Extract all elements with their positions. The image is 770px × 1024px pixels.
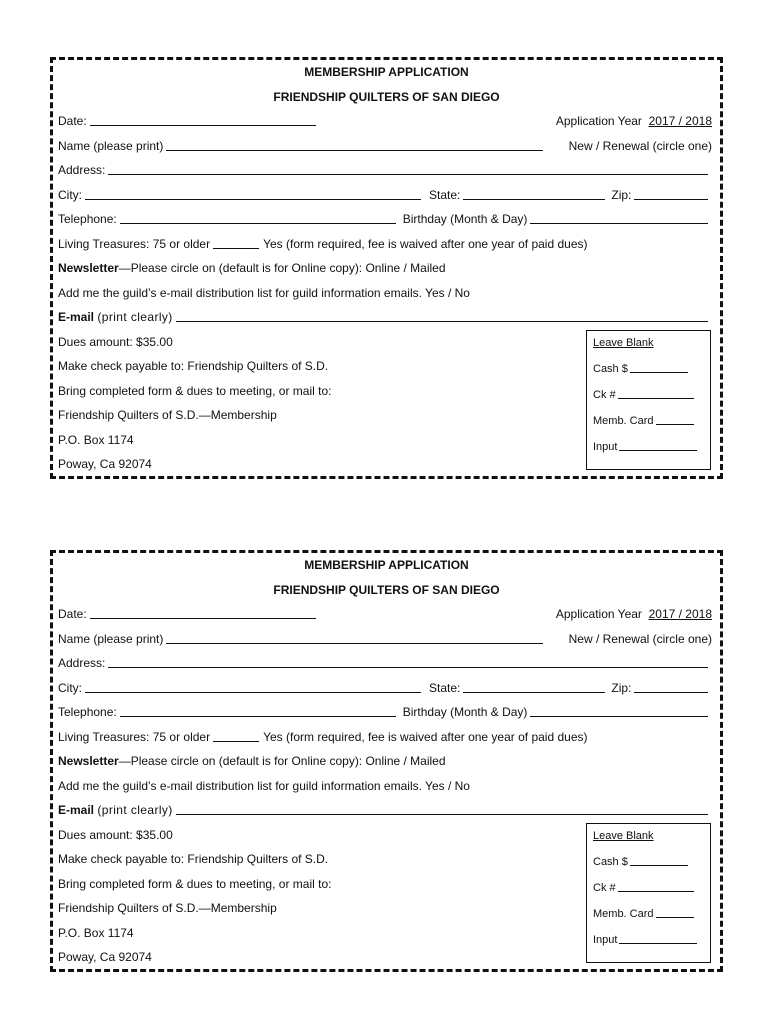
membership-card-field[interactable] (656, 413, 694, 425)
input-label: Input (593, 934, 618, 946)
state-label: State: (429, 188, 461, 202)
telephone-label: Telephone: (58, 705, 117, 719)
application-year-label: Application Year (555, 114, 642, 128)
date-row (58, 603, 712, 621)
membership-card-label: Memb. Card (593, 415, 654, 427)
date-field[interactable] (90, 605, 316, 619)
state-field[interactable] (463, 186, 605, 200)
address-label: Address: (58, 656, 106, 670)
email-list-row (58, 282, 712, 300)
email-list-text[interactable]: Add me the guild’s e-mail distribution list for guild information emails. Yes / No (58, 779, 470, 793)
cash-field[interactable] (630, 854, 688, 866)
membership-card-field[interactable] (656, 906, 694, 918)
city-label: City: (58, 188, 82, 202)
living-treasures-row (58, 233, 712, 251)
membership-form-bottom (50, 550, 723, 972)
check-payable-text: Make check payable to: Friendship Quilters of S.D. (58, 852, 329, 866)
name-field[interactable] (166, 630, 542, 644)
cash-field[interactable] (630, 361, 688, 373)
dues-text: Dues amount: $35.00 (58, 335, 173, 349)
email-label: E-mail (58, 803, 95, 817)
city-row (58, 184, 712, 202)
name-row (58, 628, 712, 646)
name-label: Name (please print) (58, 139, 164, 153)
input-label: Input (593, 441, 618, 453)
check-number-label: Ck # (593, 389, 616, 401)
city-row (58, 677, 712, 695)
cash-label: Cash $ (593, 363, 628, 375)
check-number-field[interactable] (618, 880, 694, 892)
date-label: Date: (58, 114, 87, 128)
date-row (58, 110, 712, 128)
living-treasures-label: Living Treasures: 75 or older (58, 237, 211, 251)
telephone-row (58, 208, 712, 226)
mail-line3-text: Poway, Ca 92074 (58, 457, 152, 471)
email-list-row (58, 775, 712, 793)
cash-label: Cash $ (593, 856, 628, 868)
telephone-field[interactable] (120, 210, 396, 224)
office-use-box (586, 823, 711, 963)
application-year-value: 2017 / 2018 (648, 607, 712, 621)
newsletter-label: Newsletter (58, 754, 119, 768)
application-year-value: 2017 / 2018 (648, 114, 712, 128)
newsletter-row (58, 750, 712, 768)
membership-card-label: Memb. Card (593, 908, 654, 920)
telephone-field[interactable] (120, 703, 396, 717)
input-field[interactable] (619, 932, 697, 944)
check-payable-text: Make check payable to: Friendship Quilters of S.D. (58, 359, 329, 373)
newsletter-text[interactable]: —Please circle on (default is for Online copy): Online / Mailed (118, 261, 446, 275)
living-treasures-note: Yes (form required, fee is waived after one year of paid dues) (263, 237, 588, 251)
mail-line1-text: Friendship Quilters of S.D.—Membership (58, 901, 277, 915)
renewal-circle-text[interactable]: New / Renewal (circle one) (568, 139, 712, 153)
dues-text: Dues amount: $35.00 (58, 828, 173, 842)
input-field[interactable] (619, 439, 697, 451)
newsletter-row (58, 257, 712, 275)
birthday-label: Birthday (Month & Day) (402, 705, 528, 719)
address-label: Address: (58, 163, 106, 177)
address-row (58, 159, 712, 177)
address-field[interactable] (108, 654, 708, 668)
state-field[interactable] (463, 679, 605, 693)
newsletter-label: Newsletter (58, 261, 119, 275)
telephone-row (58, 701, 712, 719)
organization-name: FRIENDSHIP QUILTERS OF SAN DIEGO (273, 90, 500, 104)
email-label: E-mail (58, 310, 95, 324)
birthday-field[interactable] (530, 210, 708, 224)
renewal-circle-text[interactable]: New / Renewal (circle one) (568, 632, 712, 646)
address-row (58, 652, 712, 670)
living-treasures-note: Yes (form required, fee is waived after one year of paid dues) (263, 730, 588, 744)
membership-form-top (50, 57, 723, 479)
city-field[interactable] (85, 186, 421, 200)
living-treasures-field[interactable] (213, 235, 259, 249)
mail-line1-text: Friendship Quilters of S.D.—Membership (58, 408, 277, 422)
zip-label: Zip: (611, 188, 632, 202)
form-title: MEMBERSHIP APPLICATION (304, 65, 469, 79)
date-label: Date: (58, 607, 87, 621)
name-row (58, 135, 712, 153)
name-label: Name (please print) (58, 632, 164, 646)
leave-blank-title: Leave Blank (593, 337, 654, 349)
birthday-field[interactable] (530, 703, 708, 717)
check-number-label: Ck # (593, 882, 616, 894)
date-field[interactable] (90, 112, 316, 126)
email-field[interactable] (176, 801, 708, 815)
city-field[interactable] (85, 679, 421, 693)
zip-field[interactable] (634, 186, 708, 200)
office-use-box (586, 330, 711, 470)
newsletter-text[interactable]: —Please circle on (default is for Online copy): Online / Mailed (118, 754, 446, 768)
telephone-label: Telephone: (58, 212, 117, 226)
email-row (58, 799, 712, 817)
mail-line2-text: P.O. Box 1174 (58, 926, 134, 940)
form-title: MEMBERSHIP APPLICATION (304, 558, 469, 572)
mail-line2-text: P.O. Box 1174 (58, 433, 134, 447)
zip-label: Zip: (611, 681, 632, 695)
bring-text: Bring completed form & dues to meeting, or mail to: (58, 384, 332, 398)
zip-field[interactable] (634, 679, 708, 693)
email-row (58, 306, 712, 324)
living-treasures-label: Living Treasures: 75 or older (58, 730, 211, 744)
email-list-text[interactable]: Add me the guild’s e-mail distribution list for guild information emails. Yes / No (58, 286, 470, 300)
leave-blank-title: Leave Blank (593, 830, 654, 842)
check-number-field[interactable] (618, 387, 694, 399)
organization-name: FRIENDSHIP QUILTERS OF SAN DIEGO (273, 583, 500, 597)
living-treasures-field[interactable] (213, 728, 259, 742)
city-label: City: (58, 681, 82, 695)
address-field[interactable] (108, 161, 708, 175)
bring-text: Bring completed form & dues to meeting, or mail to: (58, 877, 332, 891)
living-treasures-row (58, 726, 712, 744)
application-year-label: Application Year (555, 607, 642, 621)
state-label: State: (429, 681, 461, 695)
mail-line3-text: Poway, Ca 92074 (58, 950, 152, 964)
email-hint: (print clearly) (97, 310, 173, 324)
birthday-label: Birthday (Month & Day) (402, 212, 528, 226)
email-field[interactable] (176, 308, 708, 322)
name-field[interactable] (166, 137, 542, 151)
email-hint: (print clearly) (97, 803, 173, 817)
